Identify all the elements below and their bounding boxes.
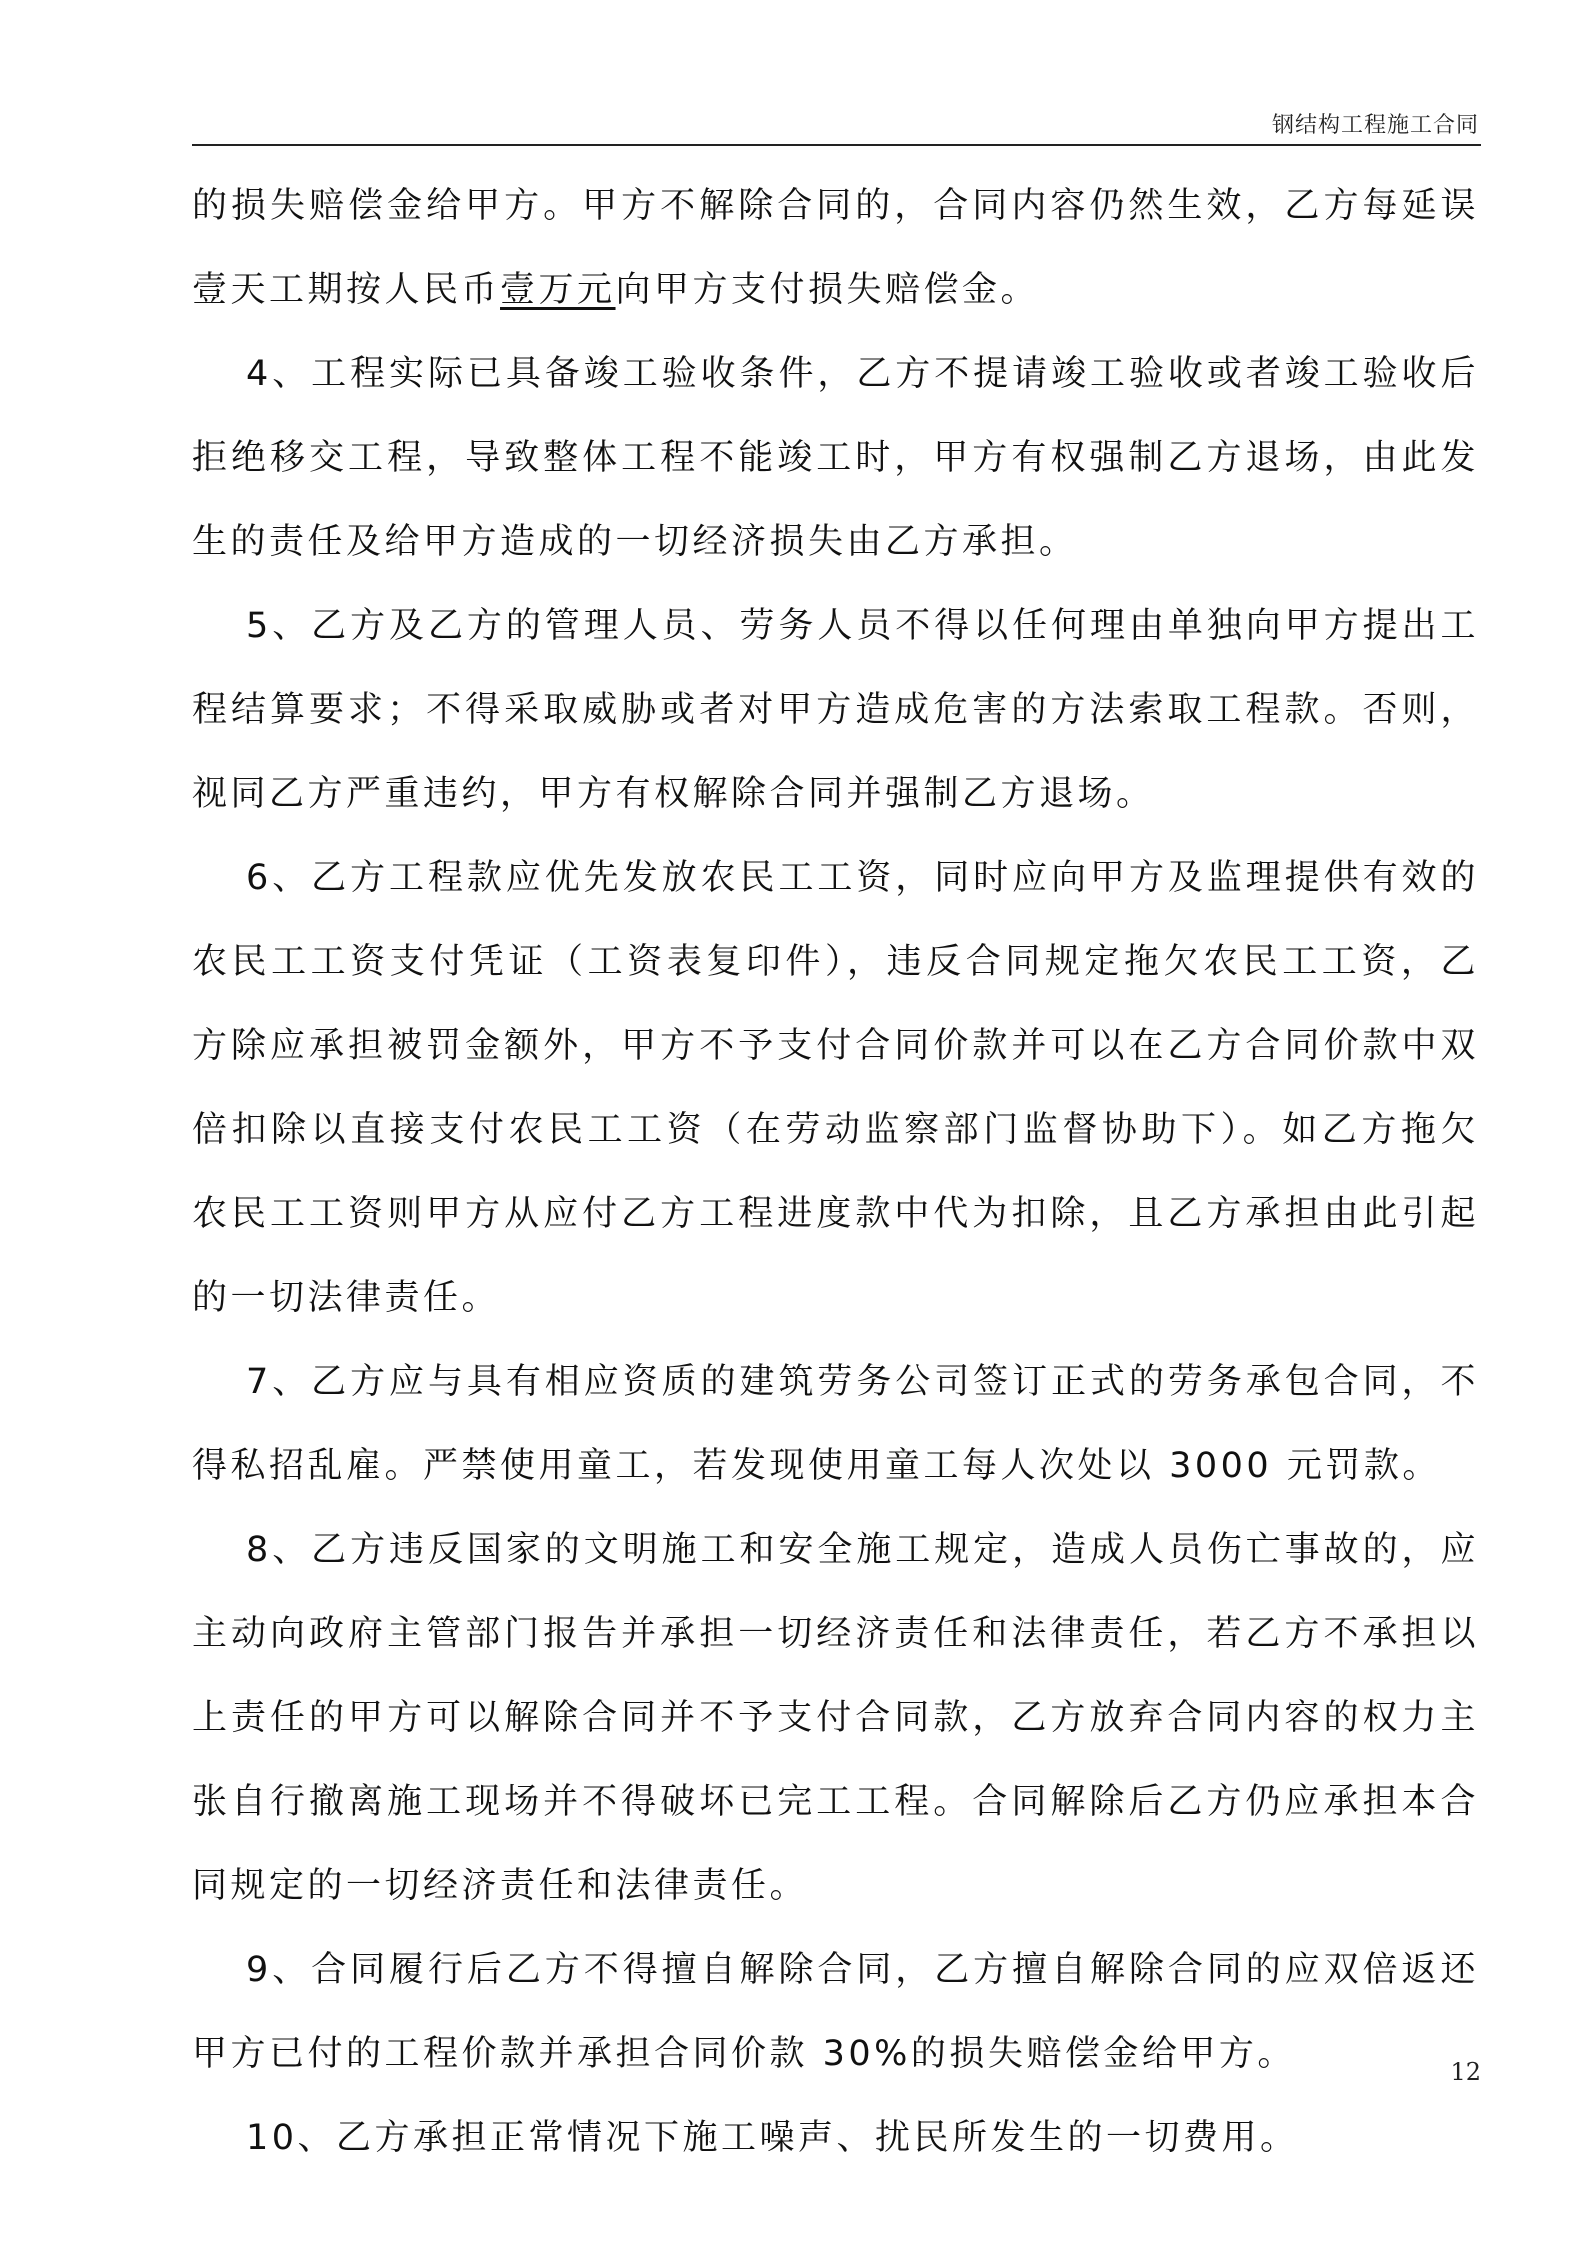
clause-4 [192,332,1479,584]
paragraph-text: 向甲方支付损失赔偿金。 [615,270,1040,310]
paragraph-text: 的损失赔偿金给甲方。甲方不解除合同的，合同内容仍然生效，乙方每延误壹天工期按人民币 [192,186,1479,310]
paragraph-text: 10、乙方承担正常情况下施工噪声、扰民所发生的一切费用。 [246,2118,1299,2158]
paragraph-text: 5、乙方及乙方的管理人员、劳务人员不得以任何理由单独向甲方提出工程结算要求；不得采取威胁或者对甲方造成危害的方法索取工程款。否则，视同乙方严重违约，甲方有权解除合同并强制乙方退场。 [192,606,1479,814]
paragraph-continuation [192,164,1479,332]
clause-6 [192,836,1479,1340]
underlined-amount: 壹万元 [500,270,616,310]
page-number: 12 [1450,2058,1481,2086]
clause-5 [192,584,1479,836]
paragraph-text: 8、乙方违反国家的文明施工和安全施工规定，造成人员伤亡事故的，应主动向政府主管部门报告并承担一切经济责任和法律责任，若乙方不承担以上责任的甲方可以解除合同并不予支付合同款，乙方放弃合同内容的权力主张自行撤离施工现场并不得破坏已完工工程。合同解除后乙方仍应承担本合同规定的一切经济责任和法律责任。 [192,1530,1479,1906]
clause-10 [192,2096,1479,2180]
clause-8 [192,1508,1479,1928]
header-rule [192,144,1481,146]
clause-7 [192,1340,1479,1508]
paragraph-text: 4、工程实际已具备竣工验收条件，乙方不提请竣工验收或者竣工验收后拒绝移交工程，导致整体工程不能竣工时，甲方有权强制乙方退场，由此发生的责任及给甲方造成的一切经济损失由乙方承担。 [192,354,1479,562]
clause-9 [192,1928,1479,2096]
paragraph-text: 9、合同履行后乙方不得擅自解除合同，乙方擅自解除合同的应双倍返还甲方已付的工程价款并承担合同价款 30%的损失赔偿金给甲方。 [192,1950,1479,2074]
header-title: 钢结构工程施工合同 [1271,113,1479,138]
paragraph-text: 6、乙方工程款应优先发放农民工工资，同时应向甲方及监理提供有效的农民工工资支付凭证（工资表复印件），违反合同规定拖欠农民工工资，乙方除应承担被罚金额外，甲方不予支付合同价款并可以在乙方合同价款中双倍扣除以直接支付农民工工资（在劳动监察部门监督协助下）。如乙方拖欠农民工工资则甲方从应付乙方工程进度款中代为扣除，且乙方承担由此引起的一切法律责任。 [192,858,1479,1318]
contract-body [192,164,1479,2180]
paragraph-text: 7、乙方应与具有相应资质的建筑劳务公司签订正式的劳务承包合同，不得私招乱雇。严禁使用童工，若发现使用童工每人次处以 3000 元罚款。 [192,1362,1479,1486]
